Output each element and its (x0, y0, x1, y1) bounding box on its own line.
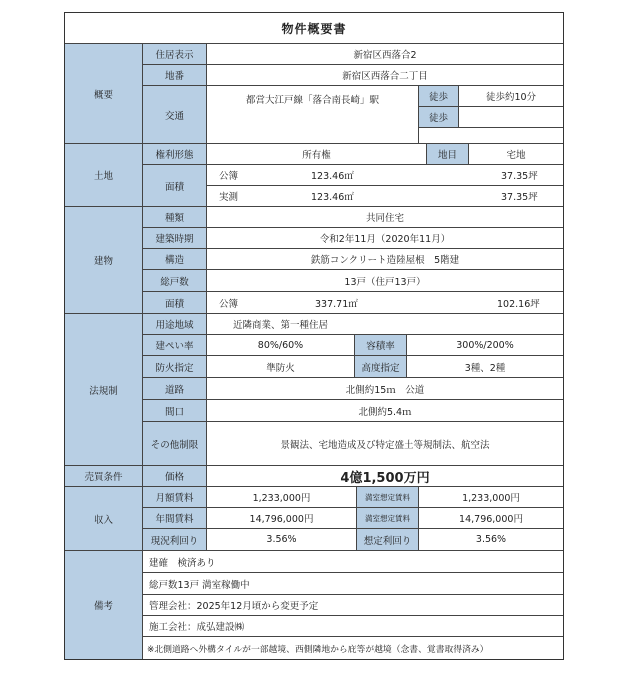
price-label: 価格 (143, 466, 207, 487)
building-area-tsubo: 102.16坪 (497, 298, 540, 310)
jissoku-label: 実測 (219, 192, 239, 203)
building-area-m2: 337.71㎡ (315, 298, 358, 310)
road-value: 北側約15ｍ 公道 (207, 378, 563, 400)
section-shuunyuu: 収入 (65, 487, 143, 551)
jissoku-m2: 123.46㎡ (311, 192, 354, 203)
walk-value: 徒歩約10分 (459, 86, 563, 107)
building-area-label: 面積 (143, 292, 207, 314)
height-value: 3種、2種 (407, 356, 563, 378)
address-value: 新宿区西落合2 (207, 44, 563, 65)
koubo-m2: 123.46㎡ (311, 171, 354, 182)
current-yield-label: 現況利回り (143, 529, 207, 551)
frontage-label: 間口 (143, 400, 207, 422)
expected-yield-value: 3.56% (419, 529, 563, 551)
remark-line: 総戸数13戸 満室稼働中 (143, 573, 563, 595)
type-value: 共同住宅 (207, 207, 563, 228)
walk2-value (459, 107, 563, 128)
building-area-row (207, 292, 563, 314)
transport-label: 交通 (143, 86, 207, 144)
fire-label: 防火指定 (143, 356, 207, 378)
other-restrictions-value: 景観法、宅地造成及び特定盛土等規制法、航空法 (207, 422, 563, 466)
price-value: 4億1,500万円 (207, 466, 563, 487)
structure-value: 鉄筋コンクリート造陸屋根 5階建 (207, 249, 563, 270)
section-tochi: 土地 (65, 144, 143, 207)
height-label: 高度指定 (355, 356, 407, 378)
lot-label: 地番 (143, 65, 207, 86)
full-monthly-rent-label: 満室想定賃料 (357, 487, 419, 508)
property-summary-sheet (64, 12, 564, 660)
road-label: 道路 (143, 378, 207, 400)
land-area-label: 面積 (143, 165, 207, 207)
units-label: 総戸数 (143, 270, 207, 292)
koubo-label: 公簿 (219, 171, 239, 182)
annual-rent-label: 年間賃料 (143, 508, 207, 529)
transport-blank (419, 128, 563, 144)
section-gaiyou: 概要 (65, 44, 143, 144)
current-yield-value: 3.56% (207, 529, 357, 551)
lot-value: 新宿区西落合二丁目 (207, 65, 563, 86)
chimoku-value: 宅地 (469, 144, 563, 165)
jissoku-tsubo: 37.35坪 (501, 192, 538, 203)
units-value: 13戸（住戸13戸） (207, 270, 563, 292)
building-area-kind: 公簿 (219, 298, 239, 310)
section-tatemono: 建物 (65, 207, 143, 314)
frontage-value: 北側約5.4ｍ (207, 400, 563, 422)
section-bikou: 備考 (65, 551, 143, 659)
monthly-rent-value: 1,233,000円 (207, 487, 357, 508)
bcr-label: 建ぺい率 (143, 335, 207, 356)
walk-label: 徒歩 (419, 86, 459, 107)
type-label: 種類 (143, 207, 207, 228)
chimoku-label: 地目 (427, 144, 469, 165)
section-baibai: 売買条件 (65, 466, 143, 487)
bcr-value: 80%/60% (207, 335, 355, 356)
full-annual-rent-value: 14,796,000円 (419, 508, 563, 529)
rights-label: 権利形態 (143, 144, 207, 165)
structure-label: 構造 (143, 249, 207, 270)
remark-line: 施工会社：成弘建設㈱ (143, 616, 563, 637)
expected-yield-label: 想定利回り (357, 529, 419, 551)
fire-value: 準防火 (207, 356, 355, 378)
station-value: 都営大江戸線「落合南長崎」駅 (207, 86, 419, 144)
remark-line: 管理会社：2025年12月頃から変更予定 (143, 595, 563, 616)
full-annual-rent-label: 満室想定賃料 (357, 508, 419, 529)
far-value: 300%/200% (407, 335, 563, 356)
address-label: 住居表示 (143, 44, 207, 65)
monthly-rent-label: 月額賃料 (143, 487, 207, 508)
document-title: 物件概要書 (65, 13, 563, 44)
koubo-tsubo: 37.35坪 (501, 171, 538, 182)
zone-value: 近隣商業、第一種住居 (207, 314, 563, 335)
jissoku-row (207, 186, 563, 207)
other-restrictions-label: その他制限 (143, 422, 207, 466)
koubo-row (207, 165, 563, 186)
annual-rent-value: 14,796,000円 (207, 508, 357, 529)
section-houkisei: 法規制 (65, 314, 143, 466)
rights-value: 所有権 (207, 144, 427, 165)
remark-line: ※北側道路へ外構タイルが一部越境、西側隣地から庇等が越境（念書、覚書取得済み） (147, 644, 489, 655)
built-label: 建築時期 (143, 228, 207, 249)
full-monthly-rent-value: 1,233,000円 (419, 487, 563, 508)
built-value: 令和2年11月（2020年11月） (207, 228, 563, 249)
remark-line: 建確 検済あり (143, 551, 563, 573)
zone-label: 用途地域 (143, 314, 207, 335)
walk2-label: 徒歩 (419, 107, 459, 128)
far-label: 容積率 (355, 335, 407, 356)
